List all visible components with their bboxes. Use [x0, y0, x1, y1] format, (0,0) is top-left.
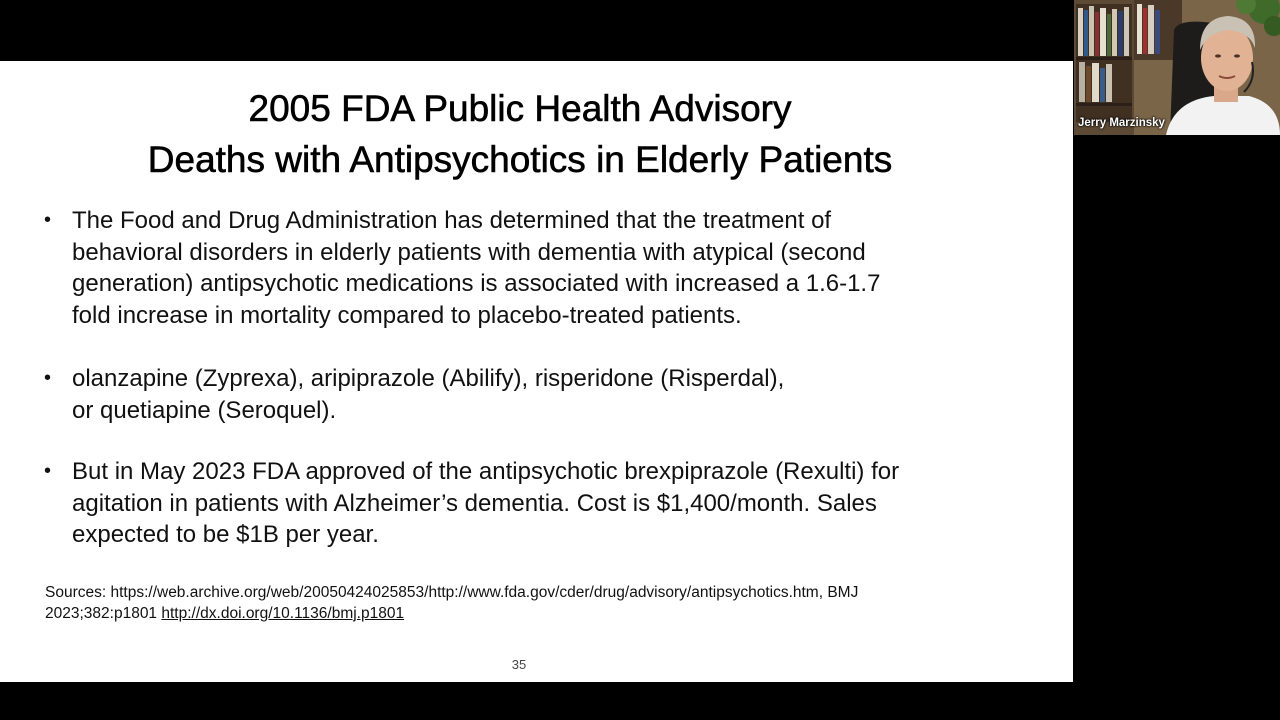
bullet-line: expected to be $1B per year. — [72, 521, 379, 548]
sources-doi-link[interactable]: http://dx.doi.org/10.1136/bmj.p1801 — [161, 605, 405, 622]
bullet-line: olanzapine (Zyprexa), aripiprazole (Abilify), risperidone (Risperdal), — [72, 365, 785, 392]
bullet-dot: • — [44, 460, 52, 482]
bullet-line: The Food and Drug Administration has determined that the treatment of — [72, 207, 832, 234]
bullet-drug-list — [44, 363, 992, 426]
bullet-fda-determination — [44, 205, 992, 331]
slide-title-line-1: 2005 FDA Public Health Advisory — [248, 88, 792, 129]
shared-slide — [0, 61, 1073, 682]
bullet-line: fold increase in mortality compared to placebo-treated patients. — [72, 301, 742, 329]
bullet-line: or quetiapine (Seroquel). — [72, 396, 337, 424]
bullet-dot: • — [44, 209, 52, 231]
slide-title — [0, 83, 1040, 185]
participant-video-feed — [1074, 0, 1280, 135]
bullet-line: agitation in patients with Alzheimer’s dementia. Cost is $1,400/month. Sales — [72, 489, 877, 517]
bullet-rexulti-approval — [44, 456, 992, 551]
bullet-line: generation) antipsychotic medications is associated with increased a 1.6-1.7 — [72, 270, 881, 297]
bullet-line: But in May 2023 FDA approved of the antipsychotic brexpiprazole (Rexulti) for — [72, 458, 900, 485]
sources-citation: 2023;382:p1801 — [45, 605, 162, 622]
bullet-dot: • — [44, 367, 52, 389]
bullet-line: behavioral disorders in elderly patients with dementia with atypical (second — [72, 238, 866, 266]
sources-line-1: Sources: https://web.archive.org/web/20050424025853/http://www.fda.gov/cder/drug/advisory/antipsychotics.htm, BMJ — [45, 584, 859, 601]
sources-footnote — [45, 582, 1005, 624]
slide-title-line-2: Deaths with Antipsychotics in Elderly Patients — [147, 139, 893, 180]
sources-line-2 — [45, 603, 1005, 624]
participant-video-tile[interactable] — [1074, 0, 1280, 135]
slide-page-number: 35 — [511, 657, 527, 672]
participant-name-label: Jerry Marzinsky — [1078, 117, 1165, 129]
